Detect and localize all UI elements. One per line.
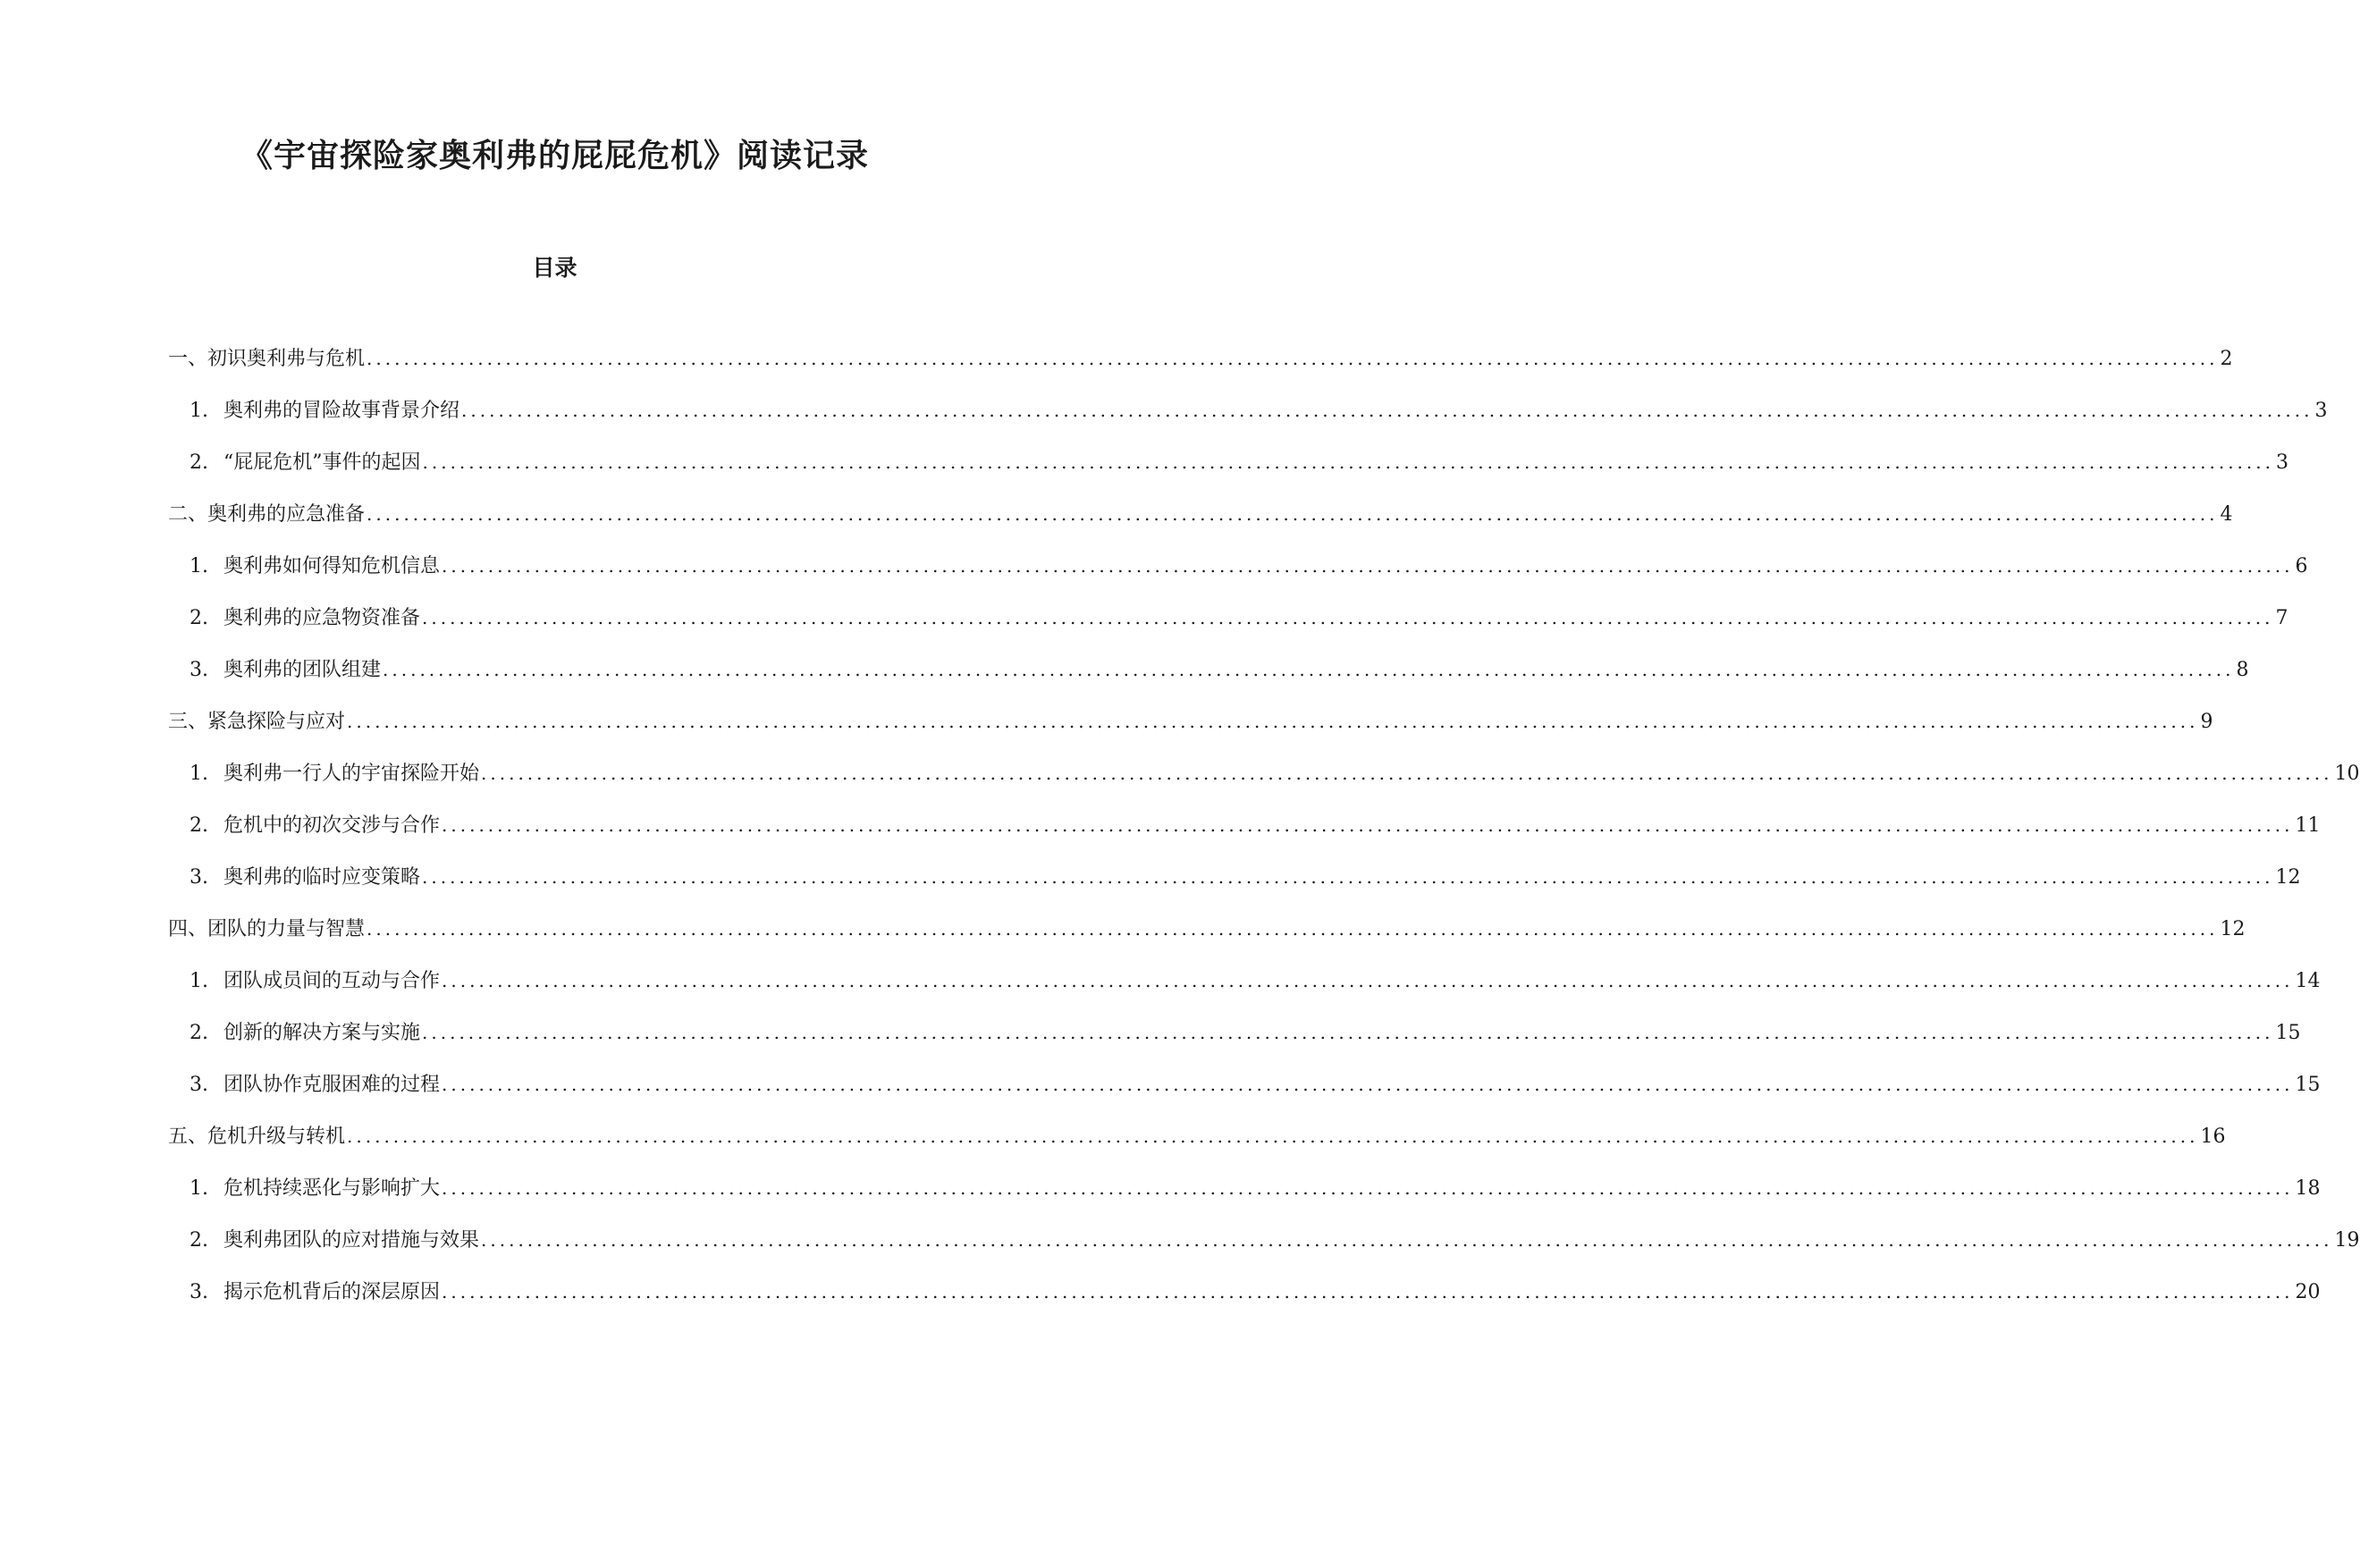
toc-entry-number: 2. [190,607,208,629]
toc-entry-title: 四、团队的力量与智慧 [168,918,366,940]
toc-entry-page-number: 12 [2220,918,2246,940]
toc-chapter-entry[interactable] [168,499,2233,529]
toc-entry-number: 3. [190,659,208,681]
toc-entry-page-number: 19 [2334,1229,2360,1252]
toc-entry-page-number: 12 [2275,866,2301,889]
toc-entry-page-number: 14 [2295,970,2321,992]
toc-entry-page-number: 9 [2200,711,2213,733]
toc-dot-leader: ........................................................................................................................................................................................................ [422,866,2274,888]
toc-section-entry[interactable] [190,447,2288,477]
toc-dot-leader: ........................................................................................................................................................................................................ [442,970,2294,991]
toc-section-entry[interactable] [190,758,2360,788]
toc-entry-number: 1. [190,763,208,785]
toc-entry-number: 2. [190,1229,208,1252]
toc-section-entry[interactable] [190,862,2301,892]
toc-entry-page-number: 3 [2314,400,2328,422]
toc-entry-title: 一、初识奥利弗与危机 [168,348,366,370]
toc-dot-leader: ........................................................................................................................................................................................................ [442,555,2294,577]
toc-dot-leader: ........................................................................................................................................................................................................ [422,451,2274,473]
toc-entry-page-number: 7 [2275,607,2288,629]
toc-entry-number: 1. [190,1177,208,1200]
toc-entry-number: 1. [190,970,208,992]
toc-dot-leader: ........................................................................................................................................................................................................ [481,763,2333,784]
toc-dot-leader: ........................................................................................................................................................................................................ [442,1074,2294,1095]
toc-entry-number: 3. [190,1074,208,1096]
toc-dot-leader: ........................................................................................................................................................................................................ [347,711,2199,732]
toc-entry-number: 3. [190,1281,208,1303]
toc-section-entry[interactable] [190,603,2288,633]
toc-section-entry[interactable] [190,551,2308,581]
toc-dot-leader: ........................................................................................................................................................................................................ [442,814,2294,836]
toc-entry-page-number: 15 [2275,1022,2301,1044]
toc-entry-number: 1. [190,400,208,422]
toc-entry-page-number: 2 [2220,348,2233,370]
toc-chapter-entry[interactable] [168,706,2213,737]
toc-dot-leader: ........................................................................................................................................................................................................ [422,607,2274,628]
toc-dot-leader: ........................................................................................................................................................................................................ [383,659,2235,680]
toc-chapter-entry[interactable] [168,343,2233,374]
toc-entry-page-number: 16 [2200,1125,2226,1148]
toc-chapter-entry[interactable] [168,1121,2226,1151]
toc-entry-title: 危机中的初次交涉与合作 [223,814,441,837]
toc-entry-number: 3. [190,866,208,889]
toc-entry-title: 奥利弗的冒险故事背景介绍 [223,400,460,422]
toc-section-entry[interactable] [190,965,2321,996]
toc-entry-title: 团队协作克服困难的过程 [223,1074,441,1096]
toc-entry-title: 危机持续恶化与影响扩大 [223,1177,441,1200]
toc-heading: 目录 [532,255,577,281]
toc-section-entry[interactable] [190,1069,2321,1100]
toc-entry-title: 团队成员间的互动与合作 [223,970,441,992]
toc-entry-title: 创新的解决方案与实施 [223,1022,421,1044]
toc-entry-title: 揭示危机背后的深层原因 [223,1281,441,1303]
toc-section-entry[interactable] [190,1225,2360,1255]
toc-dot-leader: ........................................................................................................................................................................................................ [442,1281,2294,1302]
toc-entry-number: 2. [190,1022,208,1044]
toc-entry-page-number: 3 [2275,451,2288,474]
toc-entry-title: 奥利弗团队的应对措施与效果 [223,1229,480,1252]
toc-entry-page-number: 6 [2295,555,2308,577]
toc-dot-leader: ........................................................................................................................................................................................................ [367,503,2219,525]
toc-section-entry[interactable] [190,810,2321,840]
document-title: 《宇宙探险家奥利弗的屁屁危机》阅读记录 [240,138,869,174]
toc-entry-page-number: 10 [2334,763,2360,785]
toc-dot-leader: ........................................................................................................................................................................................................ [347,1125,2199,1147]
toc-dot-leader: ........................................................................................................................................................................................................ [442,1177,2294,1199]
toc-entry-page-number: 8 [2236,659,2249,681]
toc-section-entry[interactable] [190,1173,2321,1203]
toc-entry-title: 奥利弗的团队组建 [223,659,382,681]
toc-dot-leader: ........................................................................................................................................................................................................ [422,1022,2274,1043]
toc-entry-title: 三、紧急探险与应对 [168,711,346,733]
toc-dot-leader: ........................................................................................................................................................................................................ [367,918,2219,940]
toc-section-entry[interactable] [190,395,2328,426]
toc-entry-title: 奥利弗的临时应变策略 [223,866,421,889]
toc-dot-leader: ........................................................................................................................................................................................................ [481,1229,2333,1251]
toc-entry-page-number: 20 [2295,1281,2321,1303]
toc-section-entry[interactable] [190,1017,2301,1048]
toc-entry-page-number: 11 [2295,814,2321,837]
toc-entry-title: “屁屁危机”事件的起因 [223,451,421,474]
toc-entry-page-number: 15 [2295,1074,2321,1096]
toc-chapter-entry[interactable] [168,914,2246,944]
toc-entry-page-number: 4 [2220,503,2233,526]
toc-entry-title: 奥利弗如何得知危机信息 [223,555,441,577]
toc-entry-title: 奥利弗的应急物资准备 [223,607,421,629]
toc-section-entry[interactable] [190,654,2249,685]
toc-entry-title: 二、奥利弗的应急准备 [168,503,366,526]
toc-entry-title: 五、危机升级与转机 [168,1125,346,1148]
toc-dot-leader: ........................................................................................................................................................................................................ [367,348,2219,369]
toc-entry-number: 1. [190,555,208,577]
toc-entry-number: 2. [190,814,208,837]
toc-section-entry[interactable] [190,1277,2321,1307]
toc-dot-leader: ........................................................................................................................................................................................................ [461,400,2314,421]
toc-entry-number: 2. [190,451,208,474]
toc-entry-page-number: 18 [2295,1177,2321,1200]
toc-entry-title: 奥利弗一行人的宇宙探险开始 [223,763,480,785]
